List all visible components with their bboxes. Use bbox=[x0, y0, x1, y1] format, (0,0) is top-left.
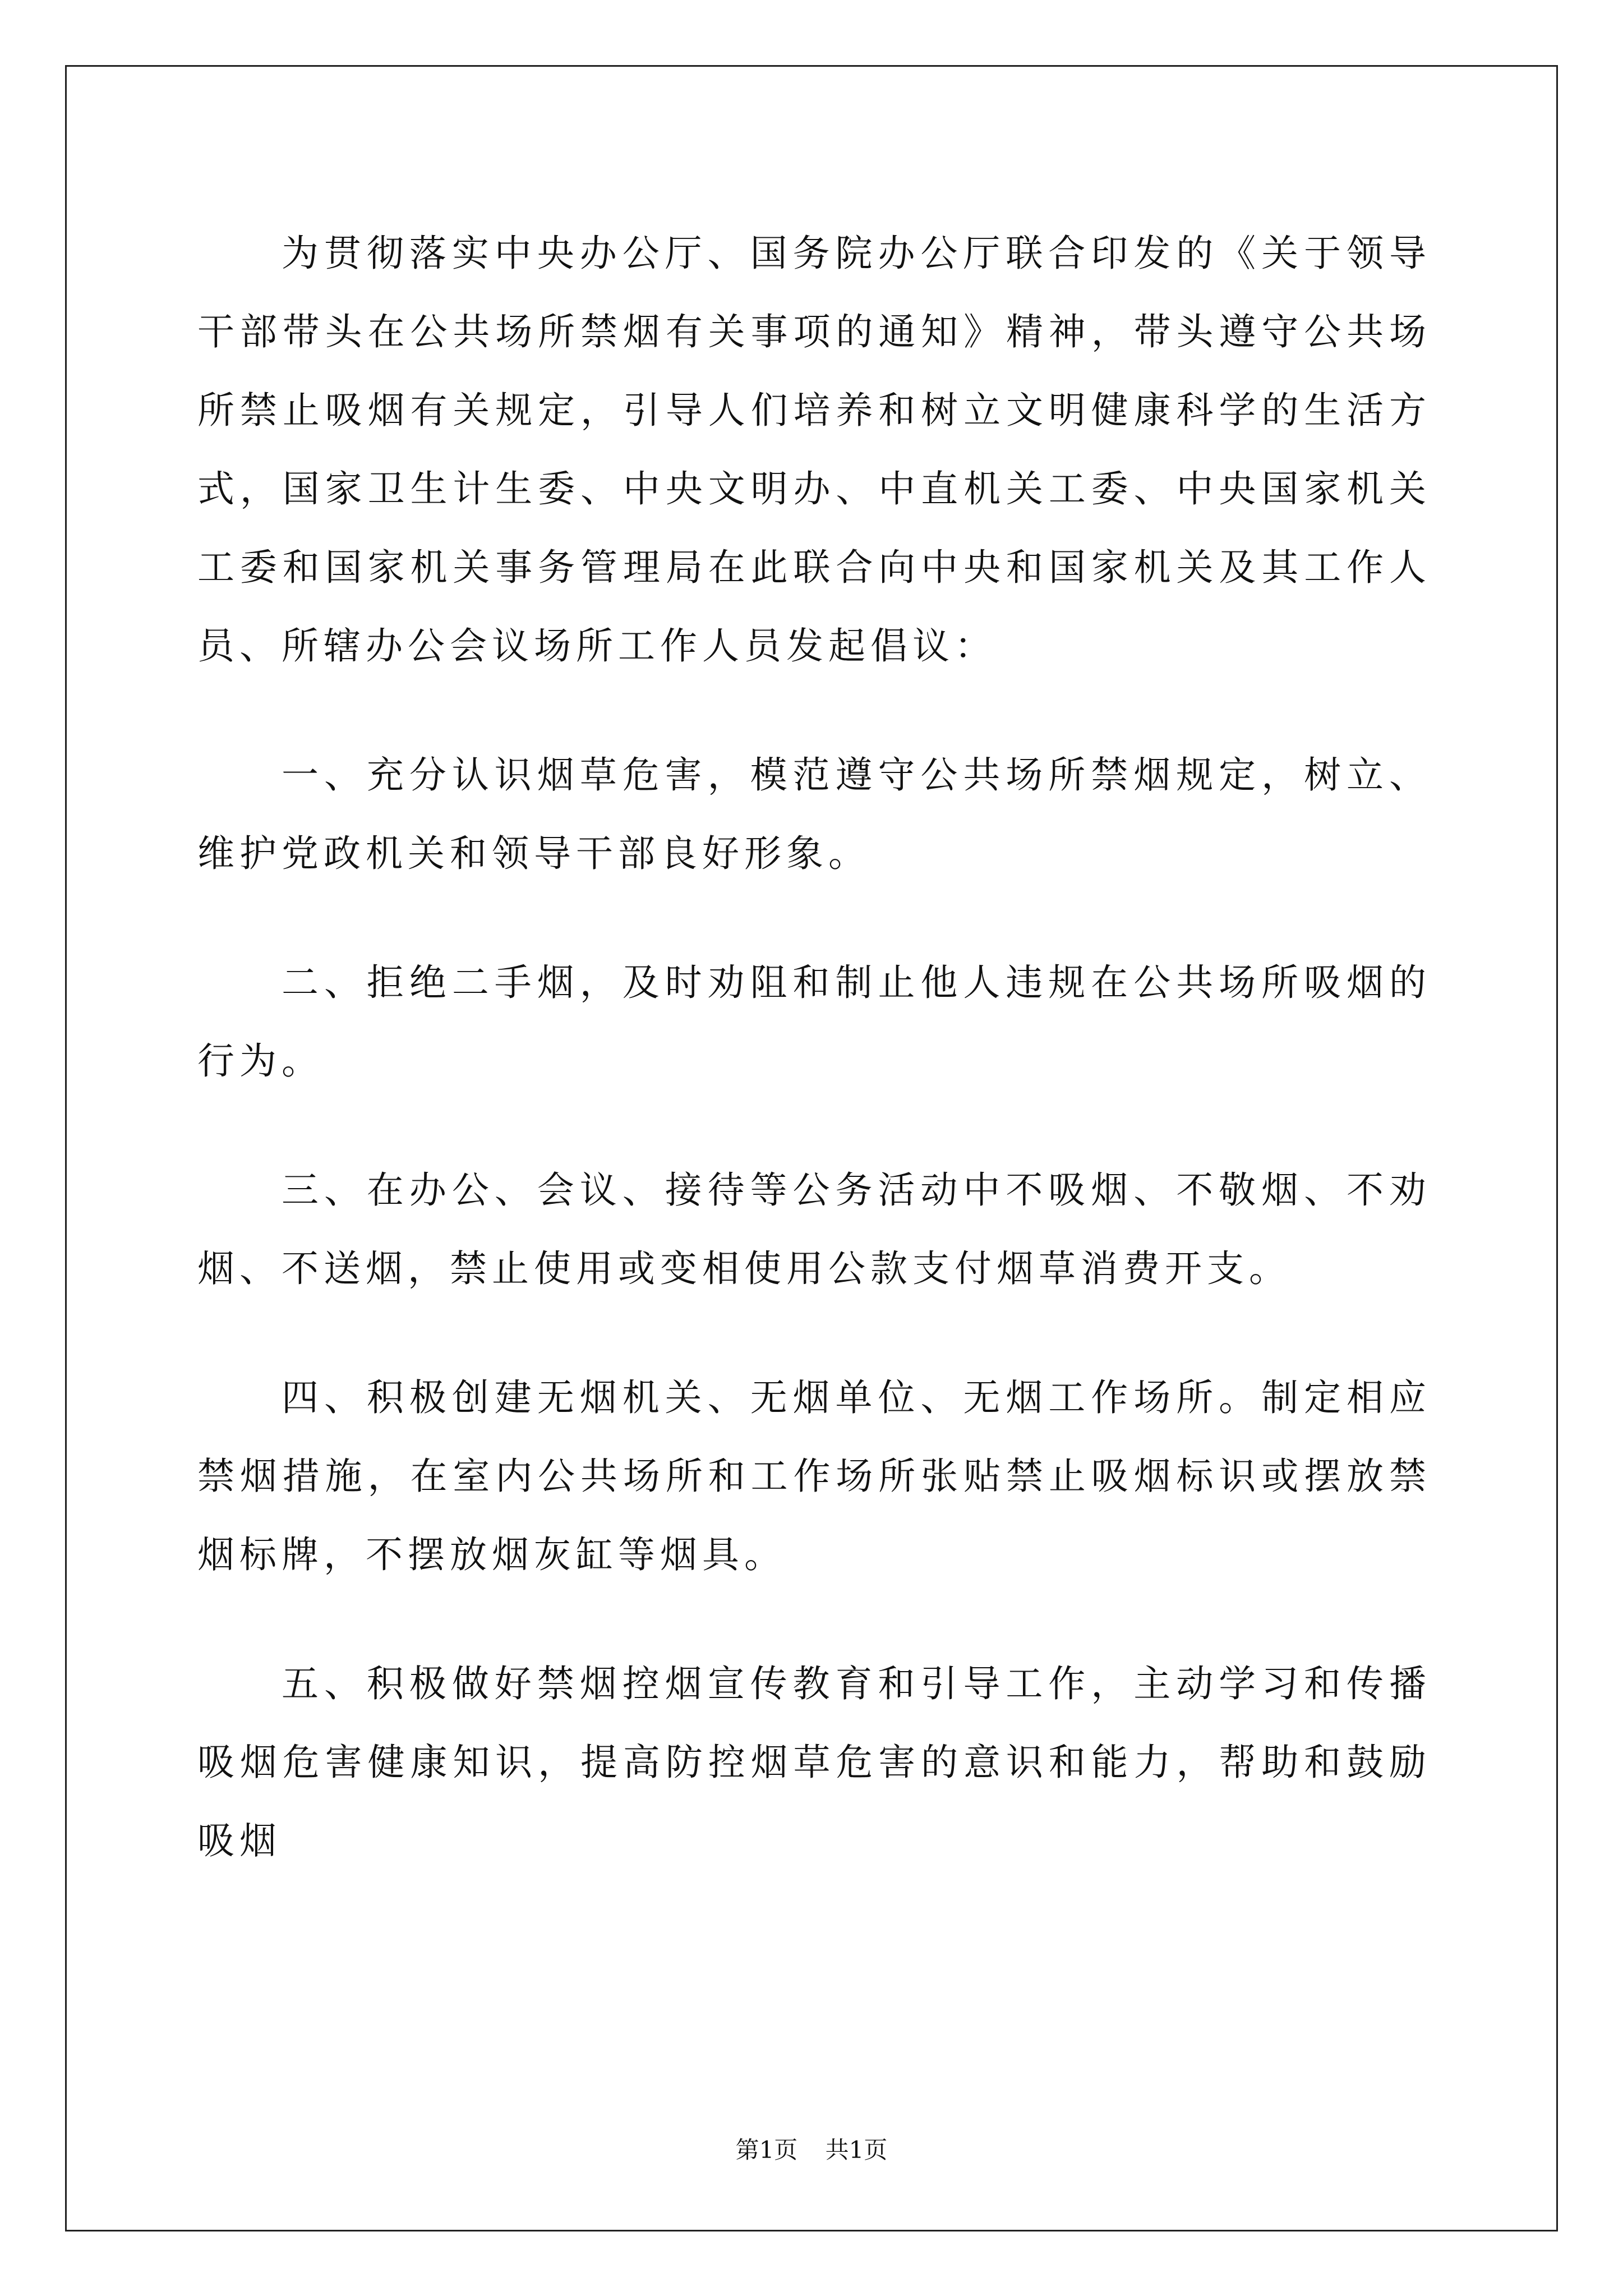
paragraph-item-1: 一、充分认识烟草危害，模范遵守公共场所禁烟规定，树立、维护党政机关和领导干部良好形象。 bbox=[197, 753, 1431, 875]
paragraph-intro: 为贯彻落实中央办公厅、国务院办公厅联合印发的《关于领导干部带头在公共场所禁烟有关事项的通知》精神，带头遵守公共场所禁止吸烟有关规定，引导人们培养和树立文明健康科学的生活方式，国家卫生计生委、中央文明办、中直机关工委、中央国家机关工委和国家机关事务管理局在此联合向中央和国家机关及其工作人员、所辖办公会议场所工作人员发起倡议： bbox=[197, 232, 1431, 668]
paragraph-item-5: 五、积极做好禁烟控烟宣传教育和引导工作，主动学习和传播吸烟危害健康知识，提高防控烟草危害的意识和能力，帮助和鼓励吸烟 bbox=[197, 1662, 1431, 1862]
paragraph-item-3: 三、在办公、会议、接待等公务活动中不吸烟、不敬烟、不劝烟、不送烟，禁止使用或变相使用公款支付烟草消费开支。 bbox=[197, 1168, 1431, 1290]
document-body bbox=[197, 214, 1431, 1931]
page-total: 共1页 bbox=[825, 2136, 888, 2164]
paragraph-item-4: 四、积极创建无烟机关、无烟单位、无烟工作场所。制定相应禁烟措施，在室内公共场所和工作场所张贴禁止吸烟标识或摆放禁烟标牌，不摆放烟灰缸等烟具。 bbox=[197, 1376, 1431, 1576]
page-footer bbox=[0, 2136, 1623, 2164]
page-number: 第1页 bbox=[735, 2136, 798, 2164]
paragraph-item-2: 二、拒绝二手烟，及时劝阻和制止他人违规在公共场所吸烟的行为。 bbox=[197, 961, 1431, 1083]
